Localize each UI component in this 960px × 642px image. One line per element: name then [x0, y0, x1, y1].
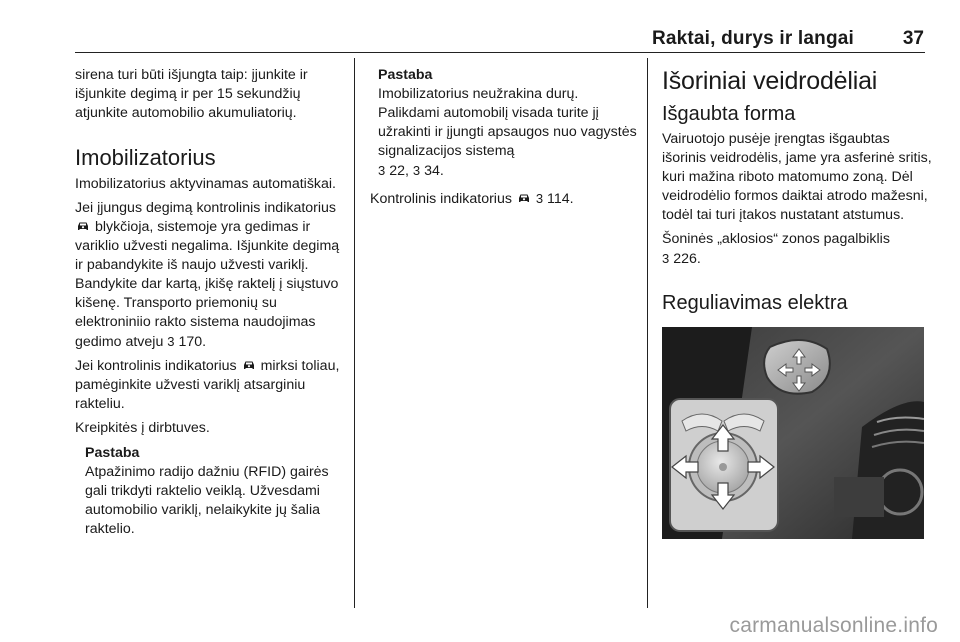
car-key-icon	[242, 359, 256, 371]
watermark: carmanualsonline.info	[729, 614, 938, 637]
blind-spot-text: Šoninės „aklosios“ zonos pagalbiklis	[662, 231, 890, 247]
note-rfid	[85, 444, 345, 539]
triangle-arrow-icon: 3	[535, 191, 544, 206]
note-text-body: Imobilizatorius neužrakina durų. Palikdami automobilį visada turite jį užrakinti ir įjungti apsaugos nuo vagystės signalizacijos sistemą	[378, 86, 637, 159]
p3-text-b: blykčioja, sistemoje yra gedimas ir variklio užvesti negalima. Išjunkite degimą ir pabandykite iš naujo užvesti variklį. Bandykite dar kartą, įkišę raktelį į siųstuvo kišenę. Transporto priemonių su elektroniniio rakto sistema naudojimas gedimo atveju	[75, 219, 340, 350]
section-heading-immobilizer: Imobilizatorius	[75, 145, 216, 170]
page-ref-114[interactable]: 114.	[547, 191, 574, 207]
note-immobilizer-doors	[378, 66, 638, 181]
header-rule	[75, 52, 925, 53]
subheading-convex: Išgaubta forma	[662, 103, 796, 125]
page-ref-34[interactable]: 34.	[424, 163, 444, 179]
page-header	[0, 28, 924, 54]
column-1	[75, 66, 345, 539]
note-text	[378, 85, 638, 181]
triangle-arrow-icon: 3	[378, 163, 386, 178]
car-key-icon	[517, 192, 531, 204]
column-3	[662, 66, 932, 539]
page-number: 37	[902, 28, 924, 49]
col2-paragraph-1	[370, 189, 638, 209]
column-divider-1	[354, 58, 355, 608]
col1-paragraph-3	[75, 199, 345, 352]
note-label: Pastaba	[378, 67, 433, 83]
p3-text-a: Jei įjungus degimą kontrolinis indikatorius	[75, 200, 337, 216]
car-key-icon	[76, 220, 90, 232]
note-text: Atpažinimo radijo dažniu (RFID) gairės gali trikdyti raktelio veiklą. Užvesdami automobilio variklį, nelaikykite jų šalia raktelio.	[85, 464, 329, 537]
triangle-arrow-icon: 3	[662, 251, 670, 266]
page-ref-22[interactable]: 22,	[389, 163, 409, 179]
col1-paragraph-4	[75, 357, 345, 414]
mirror-control-figure	[662, 327, 924, 539]
triangle-arrow-icon: 3	[167, 334, 175, 349]
col3-paragraph-1: Vairuotojo pusėje įrengtas išgaubtas išorinis veidrodėlis, jame yra asferinė sritis, kuri mažina riboto matomumo zoną. Dėl veidrodėlio formos daiktai atrodo mažesni, todėl tai turi įtakos nustatant atstumus.	[662, 131, 932, 223]
indicator-text: Kontrolinis indikatorius	[370, 191, 512, 207]
p4-text-a: Jei kontrolinis indikatorius	[75, 358, 237, 374]
col1-paragraph-1: sirena turi būti išjungta taip: įjunkite ir išjunkite degimą ir per 15 sekundžių atjunkite automobilio akumuliatorių.	[75, 67, 308, 121]
column-2	[370, 66, 638, 214]
page-ref-226[interactable]: 226.	[673, 251, 701, 267]
mirror-control-illustration	[662, 327, 924, 539]
subheading-electric-adjust: Reguliavimas elektra	[662, 292, 848, 314]
col1-paragraph-5: Kreipkitės į dirbtuves.	[75, 420, 210, 436]
section-heading-mirrors: Išoriniai veidrodėliai	[662, 67, 878, 95]
col1-paragraph-2: Imobilizatorius aktyvinamas automatiškai.	[75, 176, 336, 192]
page-ref-170[interactable]: 170.	[178, 334, 207, 350]
triangle-arrow-icon: 3	[412, 163, 421, 178]
note-label: Pastaba	[85, 445, 140, 461]
p4-text-b: mirksi toliau, pamėginkite užvesti variklį atsarginiu rakteliu.	[75, 358, 340, 412]
header-title: Raktai, durys ir langai	[651, 28, 854, 49]
col3-paragraph-2	[662, 230, 932, 269]
column-divider-2	[647, 58, 648, 608]
